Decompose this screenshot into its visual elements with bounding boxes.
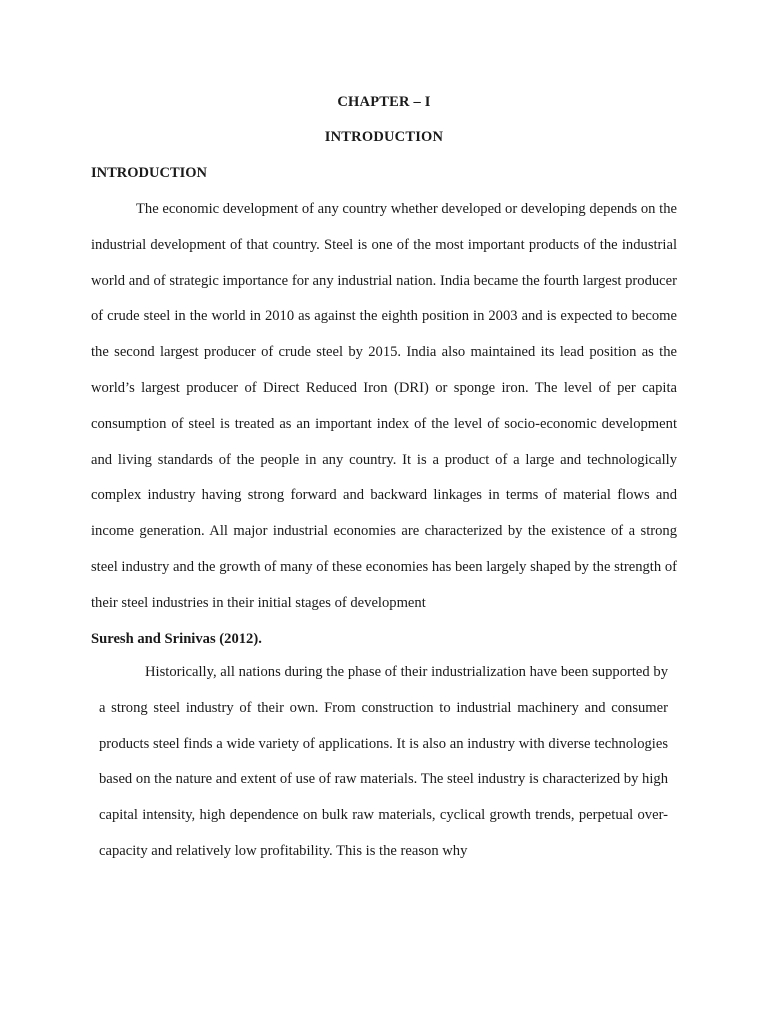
citation: Suresh and Srinivas (2012). [91, 630, 262, 647]
chapter-heading: CHAPTER – I [337, 94, 431, 110]
paragraph-2 [99, 655, 668, 870]
paragraph-1-text: The economic development of any country whether developed or developing depends on the industrial development of that country. Steel is one of the most important products of the industrial world and of strategic importance for any industrial nation. India became the fourth largest producer of crude steel in the world in 2010 as against the eighth position in 2003 and is expected to become the second largest producer of crude steel by 2015. India also maintained its lead position as the world’s largest producer of Direct Reduced Iron (DRI) or sponge iron. The level of per capita consumption of steel is treated as an important index of the level of socio-economic development and living standards of the people in any country. It is a product of a large and technologically complex industry having strong forward and backward linkages in terms of material flows and income generation. All major industrial economies are characterized by the existence of a strong steel industry and the growth of many of these economies has been largely shaped by the strength of their steel industries in their initial stages of development [91, 201, 677, 611]
paragraph-1 [91, 192, 677, 657]
section-heading: INTRODUCTION [324, 129, 444, 145]
subheading: INTRODUCTION [91, 165, 208, 181]
paragraph-2-text: Historically, all nations during the phase of their industrialization have been supported by a strong steel industry of their own. From construction to industrial machinery and consumer products steel finds a wide variety of applications. It is also an industry with diverse technologies based on the nature and extent of use of raw materials. The steel industry is characterized by high capital intensity, high dependence on bulk raw materials, cyclical growth trends, perpetual over-capacity and relatively low profitability. This is the reason why [99, 664, 668, 859]
